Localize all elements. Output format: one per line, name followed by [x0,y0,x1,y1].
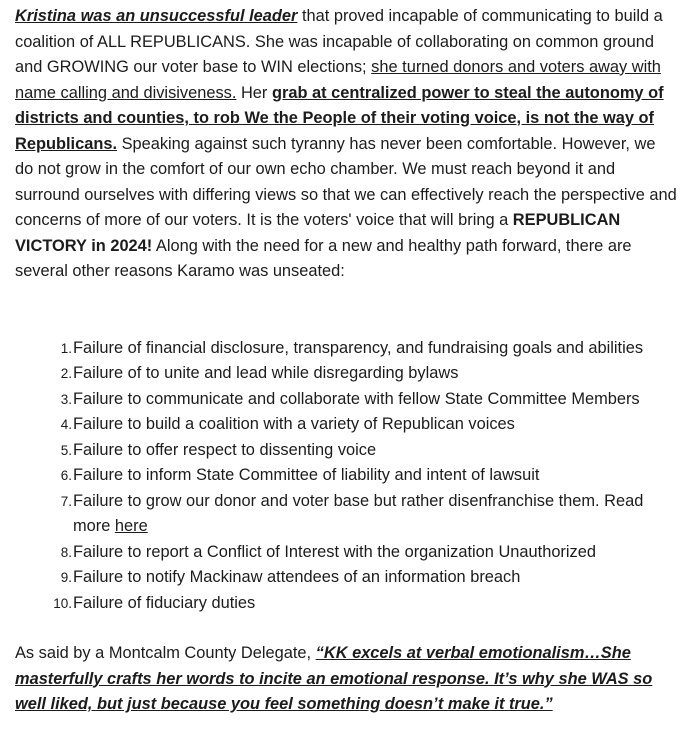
list-item [15,361,677,387]
list-item-text: Failure of to unite and lead while disregarding bylaws [73,364,459,382]
list-item [15,438,677,464]
intro-paragraph [15,4,677,285]
list-item [15,489,677,540]
list-item-text: Failure to notify Mackinaw attendees of an information breach [73,568,521,586]
list-item-text: Failure of fiduciary duties [73,593,256,612]
reasons-list [15,336,677,617]
list-item [15,565,677,591]
read-more-link[interactable]: here [114,517,148,535]
list-item-text: Failure of financial disclosure, transparency, and fundraising goals and abilities [73,338,644,357]
list-item-number: 5. [60,442,72,458]
list-item [15,387,677,413]
list-item-text: Failure to offer respect to dissenting voice [73,440,377,459]
list-item-number: 1. [60,340,72,356]
list-item-text: Failure to report a Conflict of Interest with the organization Unauthorized [73,542,596,561]
delegate-quote: “KK excels at verbal emotionalism…She masterfully crafts her words to incite an emotional response. It’s why she WAS so well liked, but just because you feel something doesn’t make it true.” [15,644,653,713]
list-item-text-body: Failure to grow our donor and voter base but rather disenfranchise them. Read more [73,491,644,535]
intro-underlined-phrase: she turned donors and voters away with name calling and divisiveness. [15,58,661,102]
list-item-text: Failure to build a coalition with a variety of Republican voices [73,415,515,433]
list-item [15,540,677,566]
list-item-text [73,489,677,540]
intro-text-3: Speaking against such tyranny has never been comfortable. However, we do not grow in the comfort of our own echo chamber. We must reach beyond it and surround ourselves with differing views so that we can effectively reach the perspective and concerns of more of our voters. It is the voters' voice that will bring a [15,134,677,229]
intro-emphasis-phrase: grab at centralized power to steal the autonomy of districts and counties, to rob We the People of their voting voice, is not the way of Republicans. [15,83,664,153]
list-item [15,463,677,489]
list-item-number: 9. [60,570,72,585]
list-item-number: 3. [60,391,72,407]
list-item-number: 2. [60,366,72,381]
list-item-text: Failure to inform State Committee of liability and intent of lawsuit [73,466,540,484]
closing-lead: As said by a Montcalm County Delegate, [15,644,316,662]
list-item-text: Failure to communicate and collaborate with fellow State Committee Members [73,389,640,408]
closing-paragraph [15,641,677,718]
intro-text-4: Along with the need for a new and healthy path forward, there are several other reasons Karamo was unseated: [15,236,632,280]
list-item-number: 10. [53,595,72,611]
list-item-number: 4. [60,417,72,432]
list-item [15,336,677,362]
intro-text-2: Her [236,83,272,102]
list-item-number: 6. [60,468,72,483]
intro-bold-phrase: REPUBLICAN VICTORY in 2024! [15,211,621,255]
intro-text-1: that proved incapable of communicating to build a coalition of ALL REPUBLICANS. She was incapable of collaborating on common ground and GROWING our voter base to WIN elections; [15,7,663,76]
list-item [15,412,677,438]
list-item [15,591,677,617]
list-item-number: 8. [60,544,72,560]
intro-lead-phrase: Kristina was an unsuccessful leader [15,7,298,25]
list-item-number: 7. [60,493,72,509]
